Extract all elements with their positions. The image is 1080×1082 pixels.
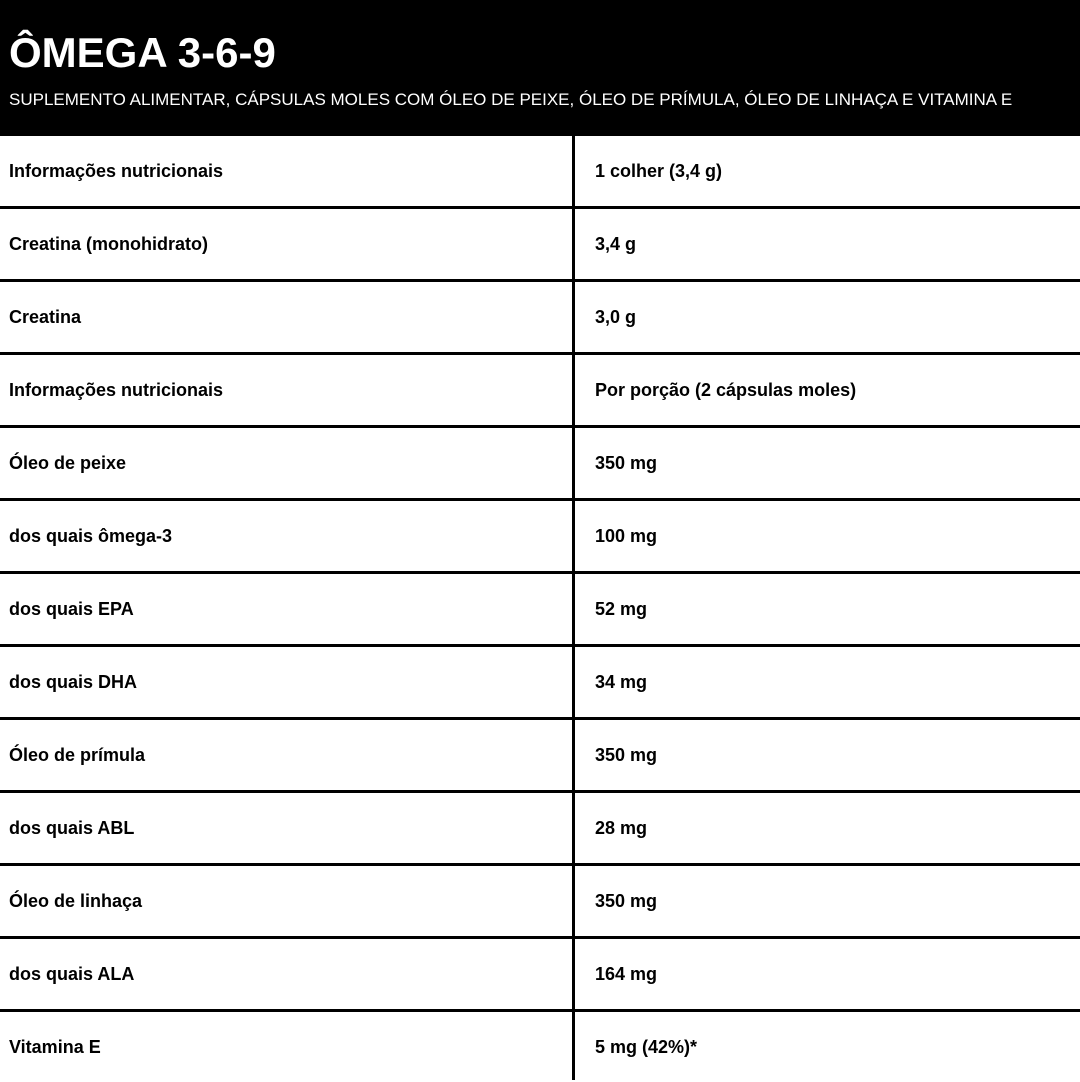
table-row bbox=[0, 720, 1080, 793]
row-label: dos quais EPA bbox=[9, 599, 134, 619]
table-row bbox=[0, 282, 1080, 355]
row-value: Por porção (2 cápsulas moles) bbox=[595, 380, 857, 400]
row-value: 350 mg bbox=[595, 745, 658, 765]
row-value: 5 mg (42%)* bbox=[595, 1037, 698, 1057]
row-value: 34 mg bbox=[595, 672, 648, 692]
row-value: 1 colher (3,4 g) bbox=[595, 161, 723, 181]
row-value: 52 mg bbox=[595, 599, 648, 619]
row-label: dos quais ômega-3 bbox=[9, 526, 173, 546]
row-label: Vitamina E bbox=[9, 1037, 101, 1057]
table-row bbox=[0, 501, 1080, 574]
table-row bbox=[0, 793, 1080, 866]
table-row bbox=[0, 866, 1080, 939]
table-row bbox=[0, 647, 1080, 720]
row-label: dos quais ABL bbox=[9, 818, 135, 838]
nutrition-table bbox=[0, 136, 1080, 1080]
table-row bbox=[0, 136, 1080, 209]
row-label: Creatina bbox=[9, 307, 82, 327]
row-value: 3,4 g bbox=[595, 234, 637, 254]
table-row bbox=[0, 428, 1080, 501]
column-divider bbox=[572, 136, 575, 1080]
row-label: dos quais DHA bbox=[9, 672, 138, 692]
page-title: ÔMEGA 3-6-9 bbox=[9, 29, 276, 76]
row-label: Informações nutricionais bbox=[9, 161, 224, 181]
row-value: 3,0 g bbox=[595, 307, 637, 327]
table-row bbox=[0, 1012, 1080, 1080]
row-label: Informações nutricionais bbox=[9, 380, 224, 400]
row-value: 350 mg bbox=[595, 453, 658, 473]
header-banner bbox=[0, 0, 1080, 136]
row-value: 100 mg bbox=[595, 526, 658, 546]
row-value: 350 mg bbox=[595, 891, 658, 911]
row-label: Creatina (monohidrato) bbox=[9, 234, 209, 254]
row-value: 164 mg bbox=[595, 964, 658, 984]
row-label: Óleo de peixe bbox=[9, 453, 127, 473]
row-label: Óleo de prímula bbox=[9, 745, 146, 765]
row-value: 28 mg bbox=[595, 818, 648, 838]
row-label: Óleo de linhaça bbox=[9, 891, 143, 911]
table-row bbox=[0, 209, 1080, 282]
row-label: dos quais ALA bbox=[9, 964, 135, 984]
table-row bbox=[0, 355, 1080, 428]
table-row bbox=[0, 574, 1080, 647]
table-row bbox=[0, 939, 1080, 1012]
page-subtitle: SUPLEMENTO ALIMENTAR, CÁPSULAS MOLES COM ÓLEO DE PEIXE, ÓLEO DE PRÍMULA, ÓLEO DE LINHAÇA E VITAMINA E bbox=[9, 90, 1013, 109]
